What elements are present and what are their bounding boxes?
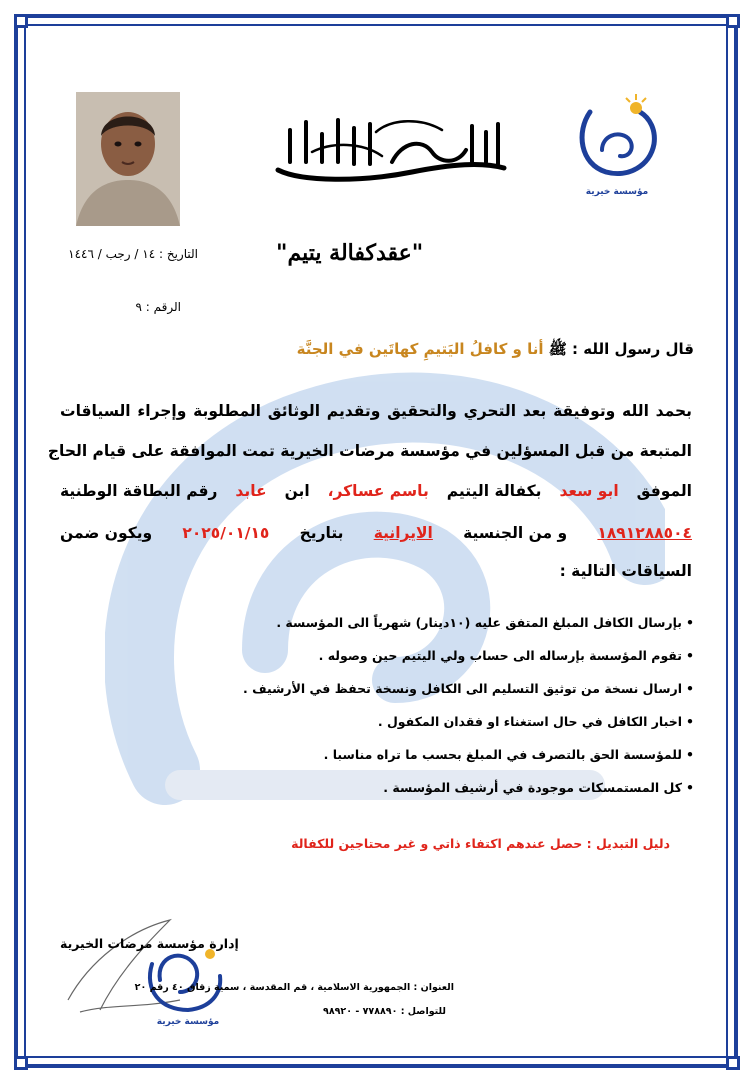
body-line-5: السياقات التالية : [559, 562, 692, 580]
foundation-logo [576, 92, 658, 202]
body-text: الموفق [636, 482, 692, 500]
body-line-1: بحمد الله وتوفيقة بعد التحري والتحقيق وتقديم الوثائق المطلوبة وإجراء السياقات [60, 402, 692, 420]
hadith-quote: أنا و كافلُ اليَتيمِ كهاتَين في الجنَّة [296, 340, 544, 358]
contract-date: ٢٠٢٥/٠١/١٥ [182, 524, 270, 542]
corner-ornament [726, 14, 740, 28]
condition-item: • اخبار الكافل في حال استغناء او فقدان المكفول . [243, 705, 694, 738]
condition-item: • كل المستمسكات موجودة في أرشيف المؤسسة . [243, 771, 694, 804]
body-text: ابن [284, 482, 310, 500]
body-text: رقم البطاقة الوطنية [60, 482, 218, 500]
body-line-4 [60, 524, 692, 542]
contact-phone: للتواصل : ٧٧٨٨٩٠ - ٩٨٩٢٠ [323, 1006, 446, 1017]
body-text: بتاريخ [299, 524, 344, 542]
logo-caption: مؤسسة خيرية [585, 187, 649, 197]
hadith-lead: قال رسول الله : ﷺ [548, 340, 694, 358]
orphan-name: باسم عساكر، [327, 482, 429, 500]
management-signature-label: إدارة مؤسسة مرضات الخيرية [60, 936, 239, 951]
condition-item: • تقوم المؤسسة بإرساله الى حساب ولي اليتيم حين وصوله . [243, 639, 694, 672]
corner-ornament [14, 1056, 28, 1070]
document-number: الرقم : ٩ [135, 300, 181, 314]
basmala-calligraphy [272, 112, 510, 184]
body-text: و من الجنسية [463, 524, 568, 542]
body-text: ويكون ضمن [60, 524, 153, 542]
address: العنوان : الجمهورية الاسلامية ، قم المقدسة ، سمية زقاق ٤٠ رقم ٢٠ [134, 982, 454, 993]
corner-ornament [14, 14, 28, 28]
contract-title: "عقدكفالة يتيم" [276, 240, 424, 266]
hadith-line [297, 340, 694, 362]
condition-item: • بإرسال الكافل المبلغ المتفق عليه (١٠دينار) شهرياً الى المؤسسة . [243, 606, 694, 639]
conditions-list [243, 606, 694, 804]
father-name: عابد [235, 482, 267, 500]
body-line-2: المتبعة من قبل المسؤلين في مؤسسة مرضات الخيرية تمت الموافقة على قيام الحاج [47, 442, 692, 460]
sponsor-name: ابو سعد [559, 482, 619, 500]
condition-item: • ارسال نسخة من توثيق التسليم الى الكافل ونسخة تحفظ في الأرشيف . [243, 672, 694, 705]
document-date: التاريخ : ١٤ / رجب / ١٤٤٦ [68, 247, 198, 261]
signature-and-stamp [60, 900, 235, 1030]
body-text: بكفالة اليتيم [446, 482, 542, 500]
condition-item: • للمؤسسة الحق بالتصرف في المبلغ بحسب ما تراه مناسبا . [243, 738, 694, 771]
body-line-3 [60, 482, 692, 500]
corner-ornament [726, 1056, 740, 1070]
national-id-number: ١٨٩١٢٨٨٥٠٤ [597, 524, 692, 542]
nationality: الايرانية [373, 524, 433, 542]
orphan-photo [76, 92, 180, 226]
change-reason: دليل التبديل : حصل عندهم اكتفاء ذاتي و غير محتاجين للكفالة [291, 836, 670, 851]
stamp-caption: مؤسسة خيرية [156, 1017, 220, 1027]
